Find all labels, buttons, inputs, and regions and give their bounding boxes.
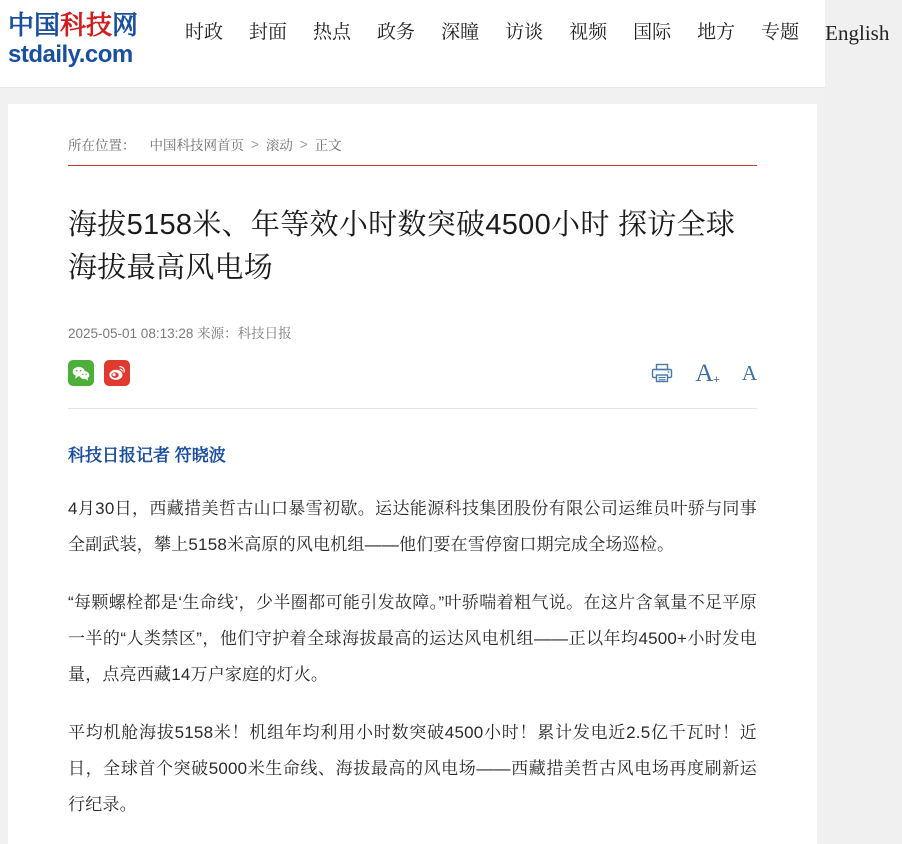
- nav-item-difang[interactable]: 地方: [697, 22, 736, 43]
- share-toolbar: [68, 356, 757, 390]
- breadcrumb-item-current: 正文: [314, 138, 342, 153]
- article-body: [68, 491, 757, 823]
- article-paragraph: 平均机舱海拔5158米！机组年均利用小时数突破4500小时！累计发电近2.5亿千瓦时！近日，全球首个突破5000米生命线、海拔最高的风电场——西藏措美哲古风电场再度刷新运行纪录。: [68, 723, 757, 814]
- nav-item-zhuanti[interactable]: 专题: [761, 22, 800, 43]
- logo-text-part3: 网: [112, 10, 139, 40]
- nav-item-fangtan[interactable]: 访谈: [505, 22, 544, 43]
- breadcrumb-separator-2: >: [299, 136, 308, 152]
- nav-item-redian[interactable]: 热点: [313, 22, 352, 43]
- logo-text-part1: 中国: [8, 10, 61, 40]
- font-decrease-label: A: [741, 360, 757, 385]
- print-icon[interactable]: [651, 363, 673, 383]
- share-buttons: [68, 360, 130, 386]
- breadcrumb-separator-1: >: [251, 136, 259, 152]
- weibo-share-icon[interactable]: [104, 360, 130, 386]
- nav-item-shizheng[interactable]: 时政: [185, 22, 224, 43]
- nav-item-english[interactable]: English: [825, 21, 890, 45]
- nav-item-zhengwu[interactable]: 政务: [377, 22, 416, 43]
- font-increase-button[interactable]: [695, 361, 720, 386]
- page-title: 海拔5158米、年等效小时数突破4500小时 探访全球海拔最高风电场: [68, 209, 736, 284]
- nav-item-fengmian[interactable]: 封面: [249, 22, 288, 43]
- logo-text-part2: 科技: [60, 10, 113, 40]
- article-byline[interactable]: 科技日报记者 符晓波: [68, 446, 226, 465]
- nav-item-shentong[interactable]: 深瞳: [441, 22, 480, 43]
- article-divider: [68, 408, 757, 409]
- main-navigation: [172, 0, 902, 46]
- article-container: [8, 104, 817, 844]
- font-increase-label: A: [695, 359, 714, 387]
- font-decrease-button[interactable]: [741, 360, 757, 385]
- breadcrumb: [68, 104, 757, 154]
- breadcrumb-item-home[interactable]: 中国科技网首页: [149, 138, 244, 153]
- nav-item-guoji[interactable]: 国际: [633, 22, 672, 43]
- breadcrumb-label: 所在位置：: [68, 138, 136, 153]
- site-logo[interactable]: [0, 0, 150, 70]
- article-paragraph: 4月30日，西藏措美哲古山口暴雪初歇。运达能源科技集团股份有限公司运维员叶骄与同事全副武装，攀上5158米高原的风电机组——他们要在雪停窗口期完成全场巡检。: [68, 499, 757, 554]
- wechat-share-icon[interactable]: [68, 360, 94, 386]
- breadcrumb-item-gundong[interactable]: 滚动: [265, 138, 293, 153]
- nav-item-shipin[interactable]: 视频: [569, 22, 608, 43]
- logo-chinese-text: [8, 10, 150, 40]
- site-header: [0, 0, 890, 88]
- breadcrumb-divider: [68, 165, 757, 166]
- logo-domain-text: stdaily.com: [8, 41, 133, 68]
- font-increase-superscript: +: [713, 373, 720, 386]
- article-paragraph: “每颗螺栓都是‘生命线’，少半圈都可能引发故障。”叶骄喘着粗气说。在这片含氧量不足平原一半的“人类禁区”，他们守护着全球海拔最高的运达风电机组——正以年均4500+小时发电量，点亮西藏14万户家庭的灯火。: [68, 593, 757, 684]
- article-tools: [651, 361, 757, 386]
- article-meta: 2025-05-01 08:13:28 来源：科技日报: [68, 326, 292, 341]
